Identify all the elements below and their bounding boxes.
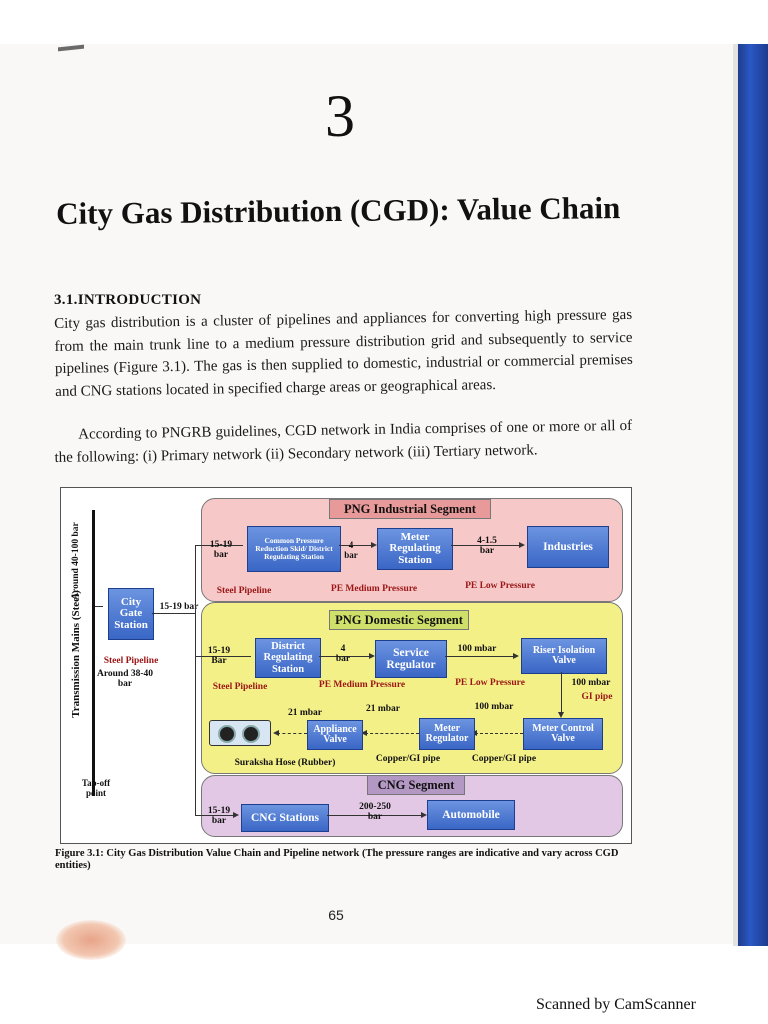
- page-number: 65: [328, 907, 344, 923]
- tapoff-label: Tap-off point: [81, 778, 111, 798]
- service-regulator-box: Service Regulator: [375, 640, 447, 678]
- transmission-main-line: [92, 510, 95, 796]
- city-gate-box: City Gate Station: [108, 588, 154, 640]
- dom-in-pressure: 15-19 Bar: [207, 646, 231, 666]
- ind-arrow-3: [519, 542, 525, 548]
- book-spine: [738, 44, 768, 946]
- dom-p6: 21 mbar: [287, 708, 323, 718]
- domestic-segment-title: PNG Domestic Segment: [329, 610, 469, 630]
- hose-label: Suraksha Hose (Rubber): [234, 758, 336, 768]
- dom-line-6: [277, 733, 307, 734]
- mains-to-gate-line: [95, 606, 103, 607]
- dom-p4: 100 mbar: [474, 702, 514, 712]
- ind-p3: 4-1.5 bar: [477, 536, 497, 556]
- dom-p3: 100 mbar: [457, 644, 497, 654]
- dom-arrow-6: [273, 730, 279, 736]
- thumb-shadow: [56, 920, 126, 960]
- burner-left-icon: [218, 725, 236, 743]
- chapter-number: 3: [325, 83, 355, 149]
- dom-drs-box: District Regulating Station: [255, 638, 321, 678]
- dom-line-5: [365, 733, 419, 734]
- top-margin: [0, 0, 768, 44]
- ind-in-pressure: 15-19 bar: [209, 540, 233, 560]
- cng-in-pressure: 15-19 bar: [207, 806, 231, 826]
- gate-out-line: [152, 613, 195, 614]
- burner-right-icon: [242, 725, 260, 743]
- riser-pipe: GI pipe: [581, 692, 613, 702]
- scanner-watermark: Scanned by CamScanner: [536, 996, 696, 1013]
- riser-valve-box: Riser Isolation Valve: [521, 638, 607, 674]
- dom-line-3: [445, 656, 515, 657]
- ind-pipe-3: PE Low Pressure: [465, 581, 535, 591]
- dom-p2: 4 bar: [335, 644, 351, 664]
- paragraph-networks: According to PNGRB guidelines, CGD network in India comprises of one or more or all of the following: (i) Primary network (ii) Secondary network (iii) Tertiary network.: [54, 417, 633, 466]
- mains-pressure: Around 40-100 bar: [71, 522, 81, 600]
- dom-line-4: [475, 733, 523, 734]
- industries-box: Industries: [527, 526, 609, 568]
- section-heading: 3.1.INTRODUCTION: [54, 292, 202, 308]
- cng-segment-title: CNG Segment: [367, 775, 465, 795]
- dom-pipe-3: PE Low Pressure: [455, 678, 525, 688]
- figure-caption: Figure 3.1: City Gas Distribution Value Chain and Pipeline network (The pressure ranges are indicative and vary across CGD entities): [55, 848, 619, 871]
- gate-pipe-label: Steel Pipeline: [103, 656, 159, 666]
- dom-pipe-1: Steel Pipeline: [212, 682, 268, 692]
- ind-p2: 4 bar: [344, 540, 358, 560]
- riser-pressure: 100 mbar: [571, 678, 611, 688]
- appliance-valve-box: Appliance Valve: [307, 720, 363, 750]
- gas-stove-icon: [209, 720, 271, 746]
- ind-pipe-2: PE Medium Pressure: [330, 584, 418, 594]
- dom-arrow-3: [513, 653, 519, 659]
- meter-regulator-box: Meter Regulator: [419, 718, 475, 750]
- cng-stations-box: CNG Stations: [241, 804, 329, 832]
- dom-p5: 21 mbar: [365, 704, 401, 714]
- mains-label: Transmission Mains (Steel): [70, 590, 82, 718]
- gate-pipe-pressure: Around 38-40 bar: [96, 669, 154, 689]
- dom-pipe-4: Copper/GI pipe: [375, 754, 441, 764]
- cng-p2: 200-250 bar: [359, 802, 391, 822]
- gate-out-pressure: 15-19 bar: [159, 602, 199, 612]
- ind-drs-box: Common Pressure Reduction Skid/ District Regulating Station: [247, 526, 341, 572]
- meter-control-valve-box: Meter Control Valve: [523, 718, 603, 750]
- industrial-segment-title: PNG Industrial Segment: [329, 499, 491, 519]
- automobile-box: Automobile: [427, 800, 515, 830]
- ind-pipe-1: Steel Pipeline: [216, 586, 272, 596]
- dom-pipe-2: PE Medium Pressure: [318, 680, 406, 690]
- feeder-vertical-line: [195, 545, 196, 815]
- value-chain-figure: [60, 487, 632, 844]
- chapter-title: City Gas Distribution (CGD): Value Chain: [56, 190, 621, 231]
- paragraph-intro: City gas distribution is a cluster of pipelines and appliances for converting high pressure gas from the main trunk line to a medium pressure distribution grid and subsequently to service pipelines (Figure 3.1). The gas is then supplied to domestic, industrial or commercial premises and CNG stations located in specified charge areas or geographical areas.: [54, 306, 633, 400]
- dom-pipe-5: Copper/GI pipe: [471, 754, 537, 764]
- ind-mrs-box: Meter Regulating Station: [377, 528, 453, 570]
